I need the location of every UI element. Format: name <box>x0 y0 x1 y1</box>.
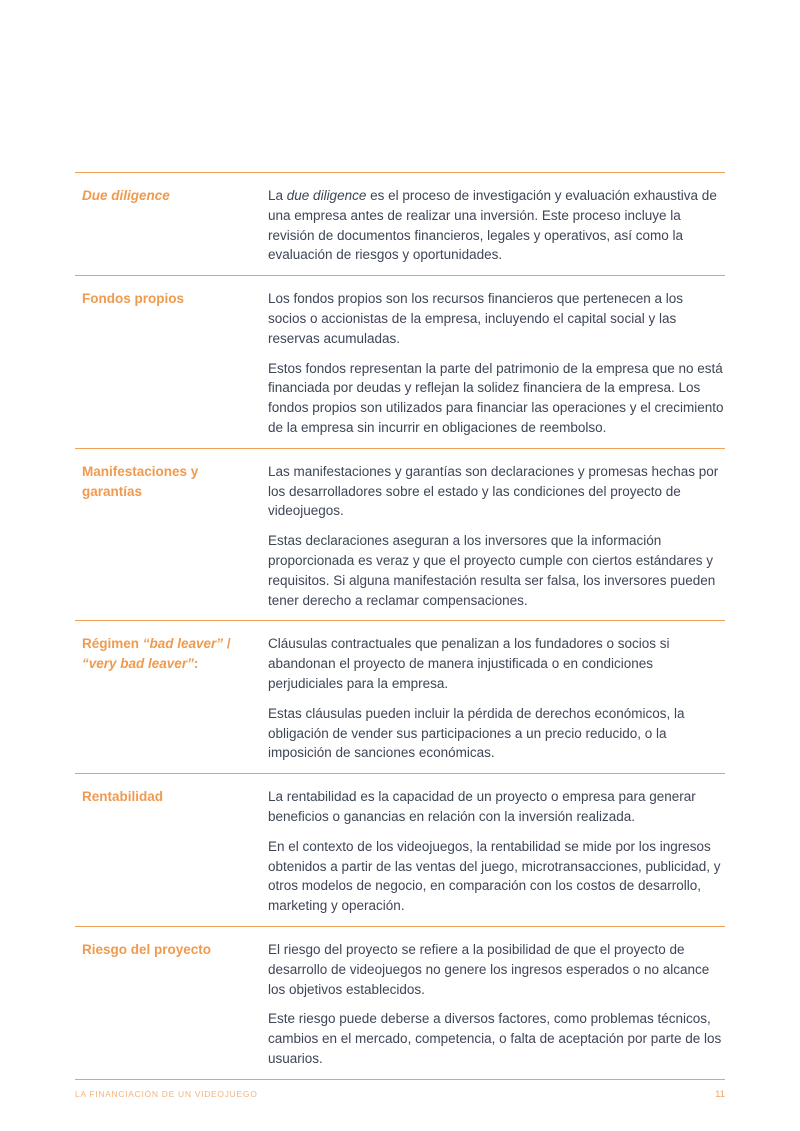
glossary-definition <box>268 289 725 438</box>
definition-paragraph: Estas declaraciones aseguran a los inversores que la información proporcionada es veraz y que el proyecto cumple con ciertos estándares y requisitos. Si alguna manifestación resulta ser falsa, los inversores pueden tener derecho a reclamar compensaciones. <box>268 533 716 608</box>
definition-paragraph: Este riesgo puede deberse a diversos factores, como problemas técnicos, cambios en el mercado, competencia, o falta de aceptación por parte de los usuarios. <box>268 1011 722 1066</box>
glossary-term: Régimen “bad leaver” / “very bad leaver”: <box>82 636 231 672</box>
definition-paragraph: La rentabilidad es la capacidad de un proyecto o empresa para generar beneficios o ganancias en relación con la inversión realizada. <box>268 789 696 824</box>
glossary-term: Riesgo del proyecto <box>82 941 212 957</box>
page-footer <box>75 1089 725 1100</box>
glossary-entry <box>75 926 725 1080</box>
definition-paragraph: La due diligence es el proceso de investigación y evaluación exhaustiva de una empresa antes de realizar una inversión. Este proceso incluye la revisión de documentos financieros, legales y operativos, así como la evaluación de riesgos y oportunidades. <box>268 188 717 263</box>
glossary-entry <box>75 448 725 621</box>
glossary-term: Fondos propios <box>82 291 184 307</box>
glossary-definition <box>268 634 725 763</box>
glossary-entry <box>75 275 725 448</box>
definition-paragraph: El riesgo del proyecto se refiere a la posibilidad de que el proyecto de desarrollo de videojuegos no genere los ingresos esperados o no alcance los objetivos establecidos. <box>268 941 710 997</box>
glossary-term: Due diligence <box>82 188 170 203</box>
glossary-definition <box>268 940 725 1069</box>
glossary-list <box>75 172 725 1080</box>
glossary-entry <box>75 773 725 926</box>
page-number: 11 <box>715 1089 725 1100</box>
glossary-term: Rentabilidad <box>82 789 164 805</box>
footer-document-title: LA FINANCIACIÓN DE UN VIDEOJUEGO <box>75 1089 258 1099</box>
definition-paragraph: Estos fondos representan la parte del patrimonio de la empresa que no está financiada por deudas y reflejan la solidez financiera de la empresa. Los fondos propios son utilizados para financiar las operaciones y el crecimiento de la empresa sin incurrir en obligaciones de reembolso. <box>268 360 724 435</box>
definition-paragraph: Estas cláusulas pueden incluir la pérdida de derechos económicos, la obligación de vender sus participaciones a un precio reducido, o la imposición de sanciones económicas. <box>268 705 685 761</box>
glossary-entry <box>75 620 725 773</box>
glossary-term: Manifestaciones y garantías <box>82 463 199 499</box>
glossary-definition <box>268 186 725 265</box>
glossary-definition <box>268 462 725 611</box>
definition-paragraph: Las manifestaciones y garantías son declaraciones y promesas hechas por los desarrolladores sobre el estado y las condiciones del proyecto de videojuegos. <box>268 463 719 519</box>
glossary-definition <box>268 787 725 916</box>
definition-paragraph: Cláusulas contractuales que penalizan a los fundadores o socios si abandonan el proyecto de manera injustificada o en condiciones perjudiciales para la empresa. <box>268 636 670 691</box>
definition-paragraph: En el contexto de los videojuegos, la rentabilidad se mide por los ingresos obtenidos a partir de las ventas del juego, microtransacciones, publicidad, y otros modelos de negocio, en comparación con los costos de desarrollo, marketing y operación. <box>268 838 721 914</box>
glossary-entry <box>75 172 725 275</box>
definition-paragraph: Los fondos propios son los recursos financieros que pertenecen a los socios o accionistas de la empresa, incluyendo el capital social y las reservas acumuladas. <box>268 291 683 346</box>
